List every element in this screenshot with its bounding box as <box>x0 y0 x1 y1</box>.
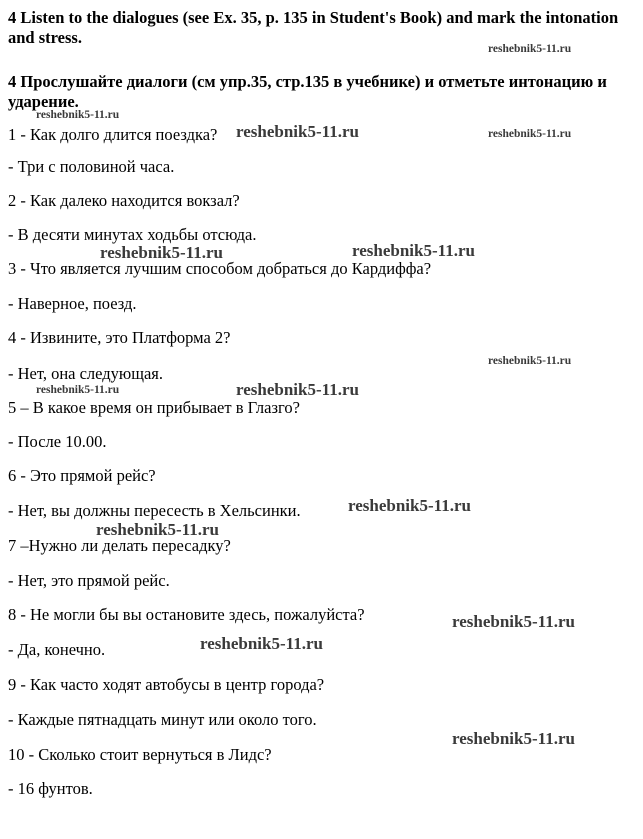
watermark: reshebnik5-11.ru <box>236 380 359 399</box>
dialogue-line-19: 10 - Сколько стоит вернуться в Лидс? <box>8 745 272 764</box>
watermark: reshebnik5-11.ru <box>36 384 120 396</box>
heading-russian: 4 Прослушайте диалоги (см упр.35, стр.135 в учебнике) и отметьте интонацию и ударение. <box>8 72 607 111</box>
dialogue-line-7: 4 - Извините, это Платформа 2? <box>8 328 231 347</box>
dialogue-line-6: - Наверное, поезд. <box>8 294 137 313</box>
dialogue-line-1: 1 - Как долго длится поездка? <box>8 125 218 144</box>
dialogue-line-11: 6 - Это прямой рейс? <box>8 466 156 485</box>
dialogue-line-12: - Нет, вы должны пересесть в Хельсинки. <box>8 501 301 520</box>
watermark: reshebnik5-11.ru <box>488 128 572 140</box>
watermark: reshebnik5-11.ru <box>488 355 572 367</box>
dialogue-line-13: 7 –Нужно ли делать пересадку? <box>8 536 231 555</box>
dialogue-line-10: - После 10.00. <box>8 432 107 451</box>
watermark: reshebnik5-11.ru <box>488 43 572 55</box>
dialogue-line-5: 3 - Что является лучшим способом добраться до Кардиффа? <box>8 259 432 278</box>
watermark: reshebnik5-11.ru <box>200 634 323 653</box>
dialogue-line-16: - Да, конечно. <box>8 640 106 659</box>
dialogue-line-9: 5 – В какое время он прибывает в Глазго? <box>8 398 300 417</box>
dialogue-line-14: - Нет, это прямой рейс. <box>8 571 170 590</box>
watermark: reshebnik5-11.ru <box>452 612 575 631</box>
watermark: reshebnik5-11.ru <box>36 109 120 121</box>
heading-english: 4 Listen to the dialogues (see Ex. 35, p. 135 in Student's Book) and mark the intonation and stress. <box>8 8 619 47</box>
dialogue-line-3: 2 - Как далеко находится вокзал? <box>8 191 240 210</box>
watermark: reshebnik5-11.ru <box>236 122 359 141</box>
dialogue-line-8: - Нет, она следующая. <box>8 364 163 383</box>
dialogue-line-20: - 16 фунтов. <box>8 779 93 798</box>
dialogue-line-18: - Каждые пятнадцать минут или около того. <box>8 710 317 729</box>
watermark: reshebnik5-11.ru <box>96 520 219 539</box>
dialogue-line-2: - Три с половиной часа. <box>8 157 175 176</box>
watermark: reshebnik5-11.ru <box>452 729 575 748</box>
watermark: reshebnik5-11.ru <box>348 496 471 515</box>
watermark: reshebnik5-11.ru <box>100 243 223 262</box>
dialogue-line-4: - В десяти минутах ходьбы отсюда. <box>8 225 257 244</box>
watermark: reshebnik5-11.ru <box>352 241 475 260</box>
dialogue-line-17: 9 - Как часто ходят автобусы в центр города? <box>8 675 325 694</box>
dialogue-line-15: 8 - Не могли бы вы остановите здесь, пожалуйста? <box>8 605 365 624</box>
